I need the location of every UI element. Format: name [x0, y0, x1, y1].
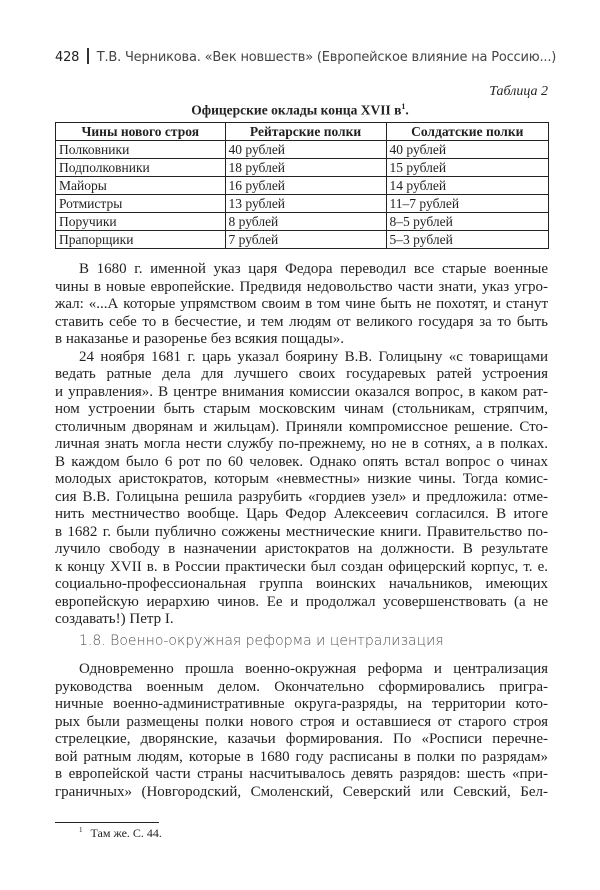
table-cell: 7 рублей: [225, 231, 386, 249]
column-header: Чины нового строя: [56, 123, 226, 141]
table-cell: Полковники: [56, 141, 226, 159]
footnote: [79, 826, 162, 841]
table-row: [56, 213, 549, 231]
text-line: жал: «...А которые упрямством своим в том чине быть не похотят, и станут: [55, 296, 548, 312]
text-line: 24 ноября 1681 г. царь указал боярину В.В. Голицыну «с товарищами: [79, 348, 548, 365]
text-line: В каждом было 6 рот по 60 человек. Однако опять встал вопрос о чинах: [55, 453, 548, 470]
text-line: стрелецкие, дворянские, казачьи формирования. По «Росписи перечне-: [55, 731, 548, 747]
text-line: социально-профессиональная группа воинских начальников, имеющих: [55, 576, 548, 592]
table-row: [56, 231, 549, 249]
text-line: создавать!) Петр I.: [55, 611, 174, 627]
text-line: нить местничество вообще. Царь Федор Алексеевич согласился. В итоге: [55, 506, 548, 522]
table-cell: Ротмистры: [56, 195, 226, 213]
table-cell: 8–5 рублей: [386, 213, 548, 231]
text-line: молодых аристократов, которым «невместны» низкие чины. Тогда комис-: [55, 471, 548, 487]
running-title: Т.В. Черникова. «Век новшеств» (Европейское влияние на Россию...): [96, 50, 557, 65]
text-line: в наказанье и разоренье без всякия пощады».: [55, 331, 344, 347]
table-header-row: [56, 123, 549, 141]
header-divider: [87, 48, 89, 64]
footnote-text: Там же. С. 44.: [90, 826, 162, 840]
table-cell: 11–7 рублей: [386, 195, 548, 213]
text-line: чины в новые европейские. Предвидя недовольство части знати, указ угро-: [55, 278, 548, 295]
table-title: [0, 102, 600, 119]
table-row: [56, 141, 549, 159]
table-cell: 40 рублей: [386, 141, 548, 159]
table-cell: 13 рублей: [225, 195, 386, 213]
text-line: граничных» (Новгородский, Смоленский, Северский или Севский, Бел-: [55, 783, 548, 800]
paragraph-1: [55, 261, 548, 349]
text-line: в европейской части страны насчитывалось девять разрядов: шесть «при-: [55, 766, 548, 782]
table-cell: Подполковники: [56, 159, 226, 177]
text-line: лучило свободу в назначении аристократов на должности. В результате: [55, 541, 548, 557]
table-cell: 14 рублей: [386, 177, 548, 195]
text-line: ведать ратные дела для лучшего своих государевых ратей устроения: [55, 366, 548, 382]
footnote-marker: 1: [79, 826, 83, 834]
text-line: руководства военным делом. Окончательно сформировались пригра-: [55, 678, 548, 695]
table-cell: Майоры: [56, 177, 226, 195]
table-cell: 40 рублей: [225, 141, 386, 159]
text-line: столичным дворянам и жильцам). Приняли компромиссное решение. Сто-: [55, 418, 548, 435]
text-line: ничные военно-административные округа-разряды, на территории кото-: [55, 696, 548, 712]
section-heading: 1.8. Военно-окружная реформа и централизация: [79, 633, 444, 649]
table-cell: 15 рублей: [386, 159, 548, 177]
text-line: Одновременно прошла военно-окружная реформа и централизация: [79, 661, 548, 677]
table-row: [56, 177, 549, 195]
table-cell: 18 рублей: [225, 159, 386, 177]
text-line: ставить себе то в бесчестие, и тем людям от великого государя за то быть: [55, 313, 548, 330]
paragraph-3: [55, 661, 548, 801]
table-label: Таблица 2: [489, 84, 548, 99]
text-line: В 1680 г. именной указ царя Федора переводил все старые военные: [79, 261, 548, 277]
text-line: к концу XVII в. в России практически был создан офицерский корпус, т. е.: [55, 558, 548, 575]
text-line: личная знать могла нести службу по-прежнему, но не в сотнях, а в полках.: [55, 436, 548, 452]
footnote-rule: [55, 822, 159, 823]
table-cell: 16 рублей: [225, 177, 386, 195]
running-header: [55, 48, 556, 65]
table-cell: 5–3 рублей: [386, 231, 548, 249]
table-title-text: Офицерские оклады конца XVII в: [191, 102, 402, 118]
text-line: рых были размещены полки нового строя и оставшиеся от старого строя: [55, 713, 548, 730]
text-line: ном устроении быть старым московским чинам (стольникам, стряпчим,: [55, 401, 548, 417]
footnote-ref: 1: [401, 102, 406, 111]
table-title-end: .: [405, 102, 409, 118]
salary-table: [55, 122, 549, 249]
column-header: Рейтарские полки: [225, 123, 386, 141]
text-line: сия В.В. Голицына решила разрубить «гордиев узел» и предложила: отме-: [55, 488, 548, 505]
text-line: вой ратным людям, которые в 1680 году расписаны в полки по разрядам»: [55, 748, 548, 765]
table-row: [56, 159, 549, 177]
text-line: в 1682 г. были публично сожжены местнические книги. Правительство по-: [55, 523, 548, 540]
paragraph-2: [55, 349, 548, 629]
table-row: [56, 195, 549, 213]
page-number: 428: [55, 50, 80, 65]
table-cell: Поручики: [56, 213, 226, 231]
column-header: Солдатские полки: [386, 123, 548, 141]
text-line: и управления». В центре внимания комиссии оказался вопрос, в каком рат-: [55, 383, 548, 400]
table-cell: 8 рублей: [225, 213, 386, 231]
table-cell: Прапорщики: [56, 231, 226, 249]
text-line: европейскую иерархию чинов. Ее и продолжал усовершенствовать (а не: [55, 593, 548, 610]
